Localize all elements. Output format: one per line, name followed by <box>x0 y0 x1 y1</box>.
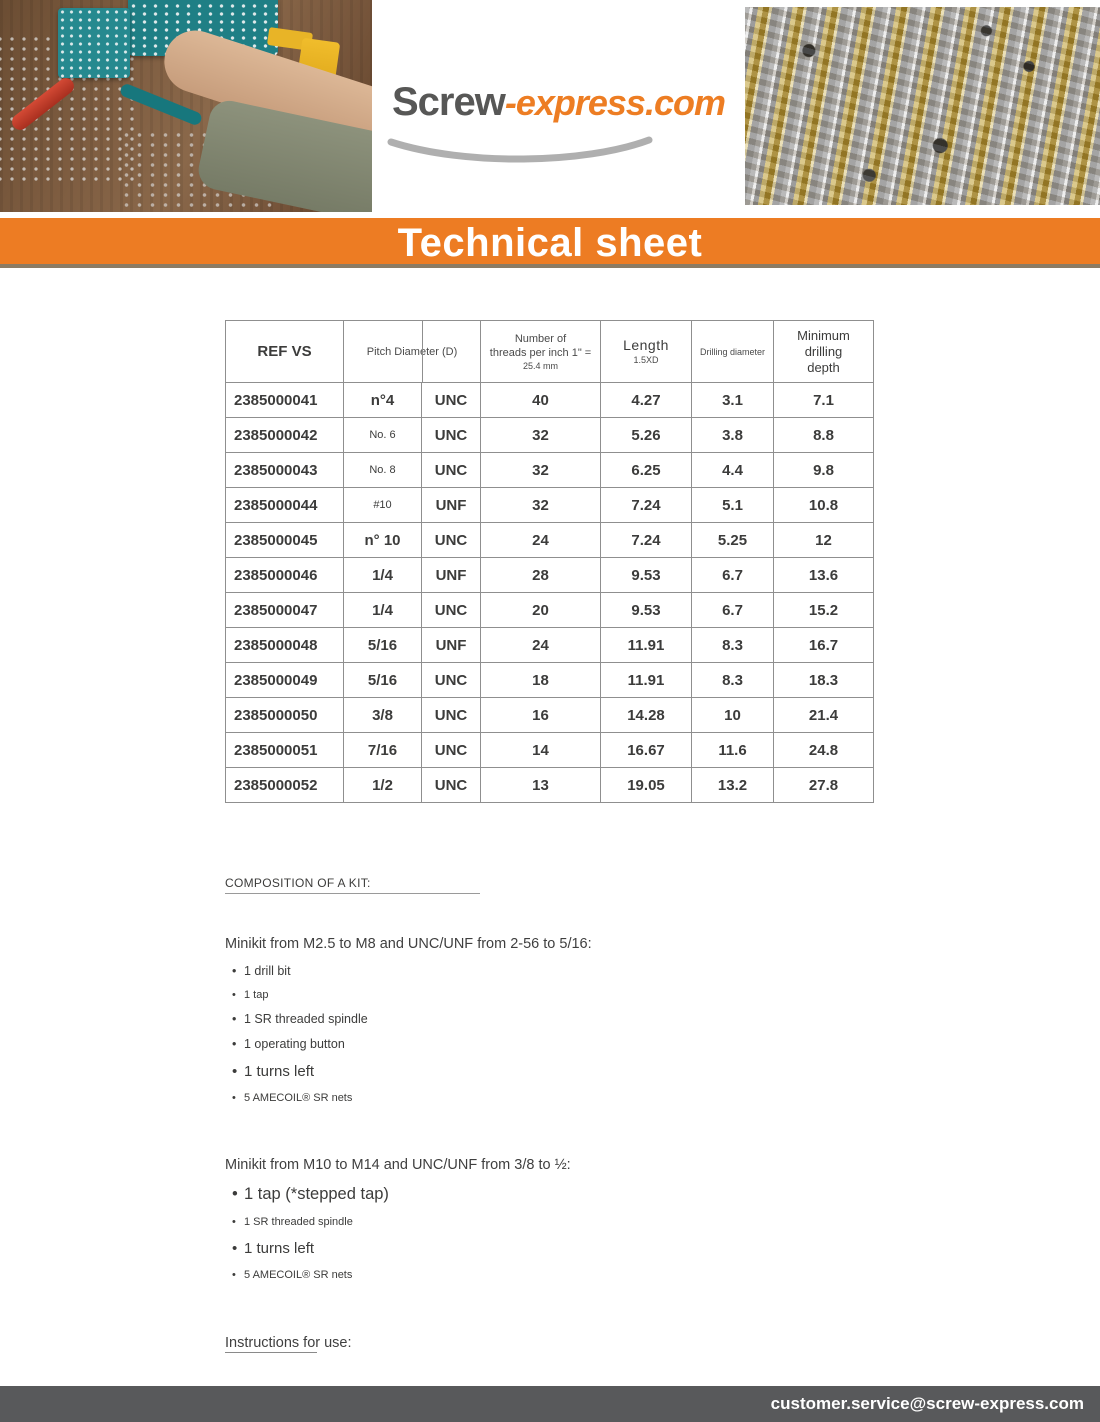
table-cell: n°4 <box>344 383 422 418</box>
col-header-line: drilling <box>804 343 843 359</box>
table-cell: 3.8 <box>692 418 774 453</box>
table-cell: 7.24 <box>601 523 692 558</box>
kit1-list <box>225 964 845 1105</box>
table-cell: 3/8 <box>344 698 422 733</box>
table-cell: 14.28 <box>601 698 692 733</box>
composition-section <box>225 874 845 1352</box>
page-title: Technical sheet <box>397 221 703 265</box>
table-cell: 2385000050 <box>226 698 344 733</box>
table-cell: UNF <box>422 628 481 663</box>
table-cell: 2385000046 <box>226 558 344 593</box>
table-cell: UNC <box>422 733 481 768</box>
table-cell: 6.25 <box>601 453 692 488</box>
table-cell: 6.7 <box>692 593 774 628</box>
table-cell: #10 <box>344 488 422 523</box>
table-row <box>226 663 874 698</box>
table-cell: UNC <box>422 663 481 698</box>
spec-table <box>225 320 874 803</box>
table-cell: 2385000052 <box>226 768 344 803</box>
col-header-drilling-diameter <box>692 321 774 383</box>
footer-bar <box>0 1386 1100 1422</box>
table-cell: 4.4 <box>692 453 774 488</box>
logo <box>372 80 745 125</box>
table-cell: 12 <box>774 523 874 558</box>
table-cell: 2385000047 <box>226 593 344 628</box>
table-row <box>226 418 874 453</box>
table-cell: 16 <box>481 698 601 733</box>
kit1-block <box>225 936 845 1105</box>
table-cell: 5.25 <box>692 523 774 558</box>
col-header-line: Number of <box>514 332 567 345</box>
table-row <box>226 383 874 418</box>
table-cell: 5.1 <box>692 488 774 523</box>
table-cell: 2385000044 <box>226 488 344 523</box>
table-cell: 7.24 <box>601 488 692 523</box>
table-cell: UNC <box>422 768 481 803</box>
composition-title: COMPOSITION OF A KIT: <box>225 876 371 890</box>
table-cell: 18 <box>481 663 601 698</box>
table-cell: 9.53 <box>601 593 692 628</box>
table-cell: 27.8 <box>774 768 874 803</box>
table-cell: 8.3 <box>692 663 774 698</box>
col-header-line: threads per inch 1" = <box>489 346 592 359</box>
logo-text-secondary: -express.com <box>504 82 725 123</box>
table-cell: 9.53 <box>601 558 692 593</box>
table-cell: 28 <box>481 558 601 593</box>
table-row <box>226 733 874 768</box>
kit-item: • 1 turns left <box>231 1240 845 1258</box>
col-header-length <box>601 321 692 383</box>
table-cell: 16.7 <box>774 628 874 663</box>
table-cell: 24.8 <box>774 733 874 768</box>
col-header-ref: REF VS <box>226 321 344 383</box>
table-cell: 2385000049 <box>226 663 344 698</box>
table-cell: 32 <box>481 488 601 523</box>
table-row <box>226 523 874 558</box>
table-cell: UNF <box>422 488 481 523</box>
table-row <box>226 593 874 628</box>
table-row <box>226 488 874 523</box>
table-cell: 16.67 <box>601 733 692 768</box>
contact-email: customer.service@screw-express.com <box>770 1394 1084 1413</box>
table-cell: 2385000041 <box>226 383 344 418</box>
col-header-line: 25.4 mm <box>522 360 558 371</box>
screws-photo <box>745 7 1100 205</box>
table-cell: UNF <box>422 558 481 593</box>
logo-swoosh <box>385 136 655 166</box>
table-cell: 2385000043 <box>226 453 344 488</box>
kit2-block <box>225 1157 845 1282</box>
kit-item: • 1 turns left <box>231 1063 845 1081</box>
logo-text-primary: Screw <box>392 80 505 124</box>
table-cell: 32 <box>481 418 601 453</box>
col-header-line: Drilling diameter <box>699 346 766 357</box>
instructions-heading: Instructions for use: <box>225 1334 352 1351</box>
table-cell: UNC <box>422 698 481 733</box>
table-row <box>226 453 874 488</box>
table-cell: 9.8 <box>774 453 874 488</box>
table-cell: 14 <box>481 733 601 768</box>
kit-item: • 5 AMECOIL® SR nets <box>231 1092 845 1105</box>
table-cell: 40 <box>481 383 601 418</box>
spec-table-wrapper <box>225 320 873 803</box>
table-header-row <box>226 321 874 383</box>
table-cell: 8.8 <box>774 418 874 453</box>
table-cell: UNC <box>422 418 481 453</box>
col-header-line: 1.5XD <box>633 355 659 365</box>
table-cell: 13.6 <box>774 558 874 593</box>
table-cell: 5/16 <box>344 628 422 663</box>
table-cell: 18.3 <box>774 663 874 698</box>
kit2-list <box>225 1185 845 1282</box>
kit-item: • 1 drill bit <box>231 964 845 979</box>
table-cell: UNC <box>422 523 481 558</box>
table-cell: 7.1 <box>774 383 874 418</box>
table-cell: 2385000042 <box>226 418 344 453</box>
table-cell: 1/4 <box>344 558 422 593</box>
kit-item: • 1 SR threaded spindle <box>231 1012 845 1027</box>
kit-item: • 5 AMECOIL® SR nets <box>231 1269 845 1282</box>
table-cell: 32 <box>481 453 601 488</box>
table-cell: No. 6 <box>344 418 422 453</box>
table-cell: 13.2 <box>692 768 774 803</box>
kit-item: • 1 tap <box>231 989 845 1002</box>
table-cell: No. 8 <box>344 453 422 488</box>
table-body <box>226 383 874 803</box>
table-row <box>226 628 874 663</box>
table-cell: 13 <box>481 768 601 803</box>
col-header-line: Minimum <box>797 327 850 343</box>
kit2-heading: Minikit from M10 to M14 and UNC/UNF from 3/8 to ½: <box>225 1157 571 1174</box>
table-row <box>226 558 874 593</box>
table-cell: 10.8 <box>774 488 874 523</box>
table-cell: UNC <box>422 593 481 628</box>
table-cell: 6.7 <box>692 558 774 593</box>
table-row <box>226 768 874 803</box>
table-cell: 11.6 <box>692 733 774 768</box>
table-cell: 3.1 <box>692 383 774 418</box>
col-header-line: Length <box>623 337 669 353</box>
table-cell: 11.91 <box>601 663 692 698</box>
table-cell: 11.91 <box>601 628 692 663</box>
kit-item: • 1 tap (*stepped tap) <box>231 1185 845 1205</box>
workbench-photo <box>0 0 372 212</box>
col-header-line: depth <box>807 359 840 375</box>
table-row <box>226 698 874 733</box>
table-cell: 2385000045 <box>226 523 344 558</box>
table-cell: 2385000048 <box>226 628 344 663</box>
table-cell: UNC <box>422 453 481 488</box>
table-cell: 1/2 <box>344 768 422 803</box>
table-cell: 7/16 <box>344 733 422 768</box>
table-cell: n° 10 <box>344 523 422 558</box>
table-cell: 5/16 <box>344 663 422 698</box>
kit1-heading: Minikit from M2.5 to M8 and UNC/UNF from 2-56 to 5/16: <box>225 936 592 952</box>
table-cell: 8.3 <box>692 628 774 663</box>
col-header-threads <box>481 321 601 383</box>
table-cell: 4.27 <box>601 383 692 418</box>
table-cell: 5.26 <box>601 418 692 453</box>
table-cell: 24 <box>481 523 601 558</box>
table-cell: UNC <box>422 383 481 418</box>
table-cell: 20 <box>481 593 601 628</box>
table-cell: 19.05 <box>601 768 692 803</box>
table-cell: 24 <box>481 628 601 663</box>
table-cell: 1/4 <box>344 593 422 628</box>
kit-item: • 1 SR threaded spindle <box>231 1216 845 1229</box>
photo-decoration <box>58 8 130 78</box>
table-cell: 15.2 <box>774 593 874 628</box>
table-cell: 2385000051 <box>226 733 344 768</box>
col-header-min-depth <box>774 321 874 383</box>
kit-item: • 1 operating button <box>231 1037 845 1052</box>
col-header-pitch: Pitch Diameter (D) <box>344 321 481 383</box>
title-banner <box>0 218 1100 268</box>
table-cell: 10 <box>692 698 774 733</box>
table-cell: 21.4 <box>774 698 874 733</box>
